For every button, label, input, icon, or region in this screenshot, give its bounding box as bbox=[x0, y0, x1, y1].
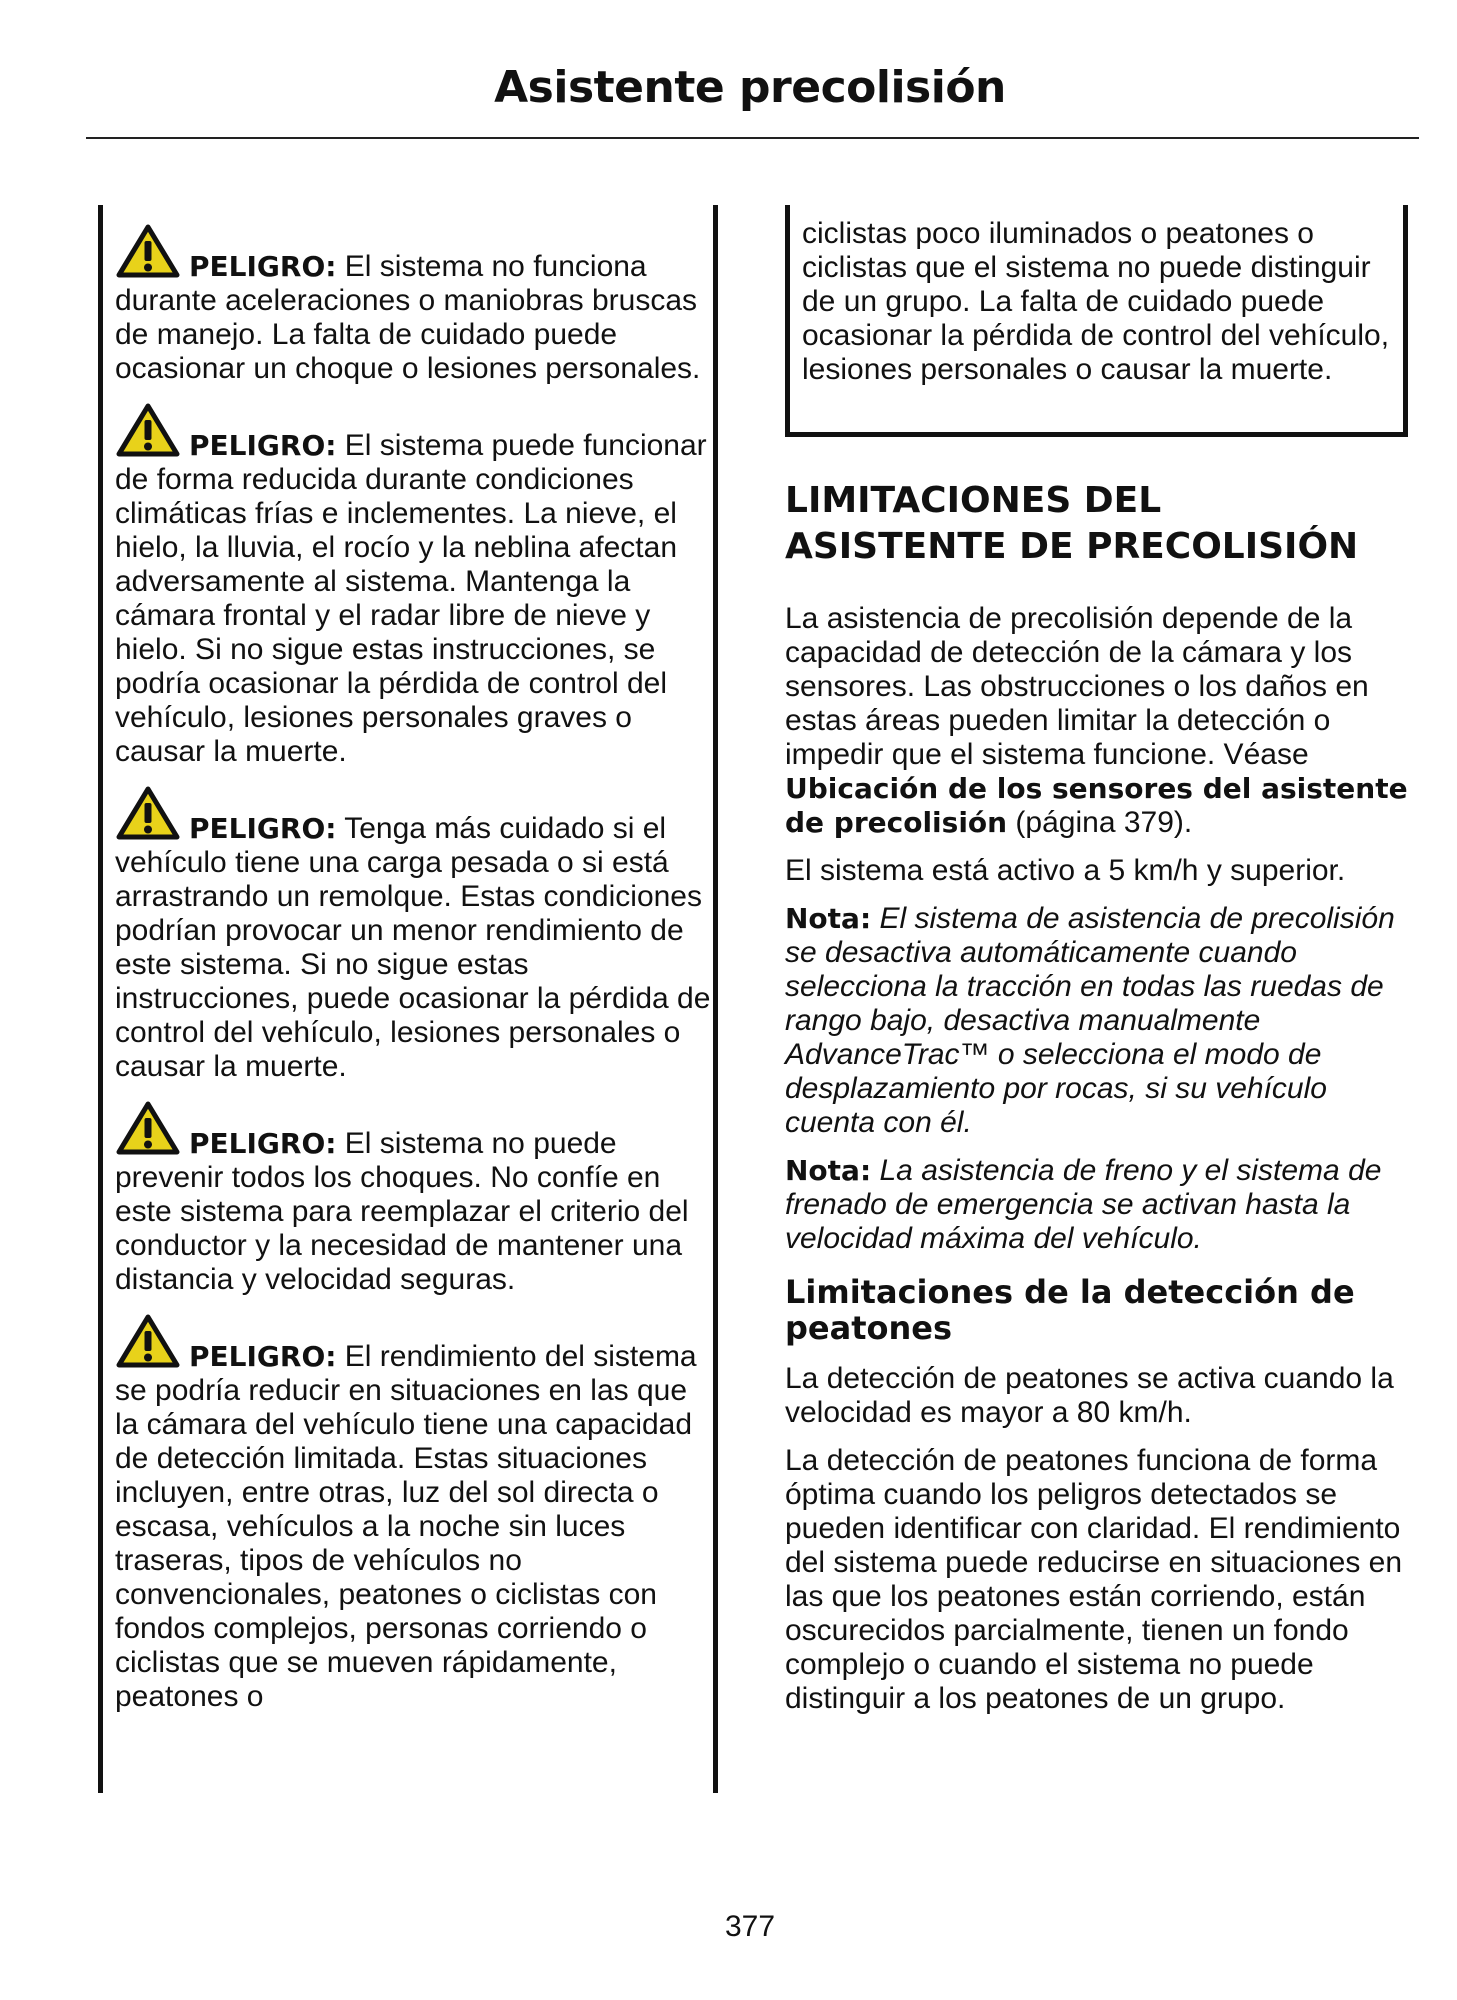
warning-triangle-icon bbox=[115, 223, 181, 279]
warning-triangle-icon bbox=[115, 1100, 181, 1156]
section-heading-line1: LIMITACIONES DEL bbox=[785, 480, 1162, 521]
note bbox=[785, 902, 1410, 1140]
warning-item bbox=[115, 1313, 715, 1714]
warning-text: El sistema no funciona durante aceleraciones o maniobras bruscas de manejo. La falta de cuidado puede ocasionar un choque o lesiones personales. bbox=[115, 250, 701, 385]
warning-text: El rendimiento del sistema se podría reducir en situaciones en las que la cámara del vehículo tiene una capacidad de detección limitada. Estas situaciones incluyen, entre otras, luz del sol directa o escasa, vehículos a la noche sin luces traseras, tipos de vehículos no convencionales, peatones o ciclistas con fondos complejos, personas corriendo o ciclistas que se mueven rápidamente, peatones o bbox=[115, 1340, 697, 1713]
warning-triangle-icon bbox=[115, 1313, 181, 1369]
warning-label: PELIGRO: bbox=[189, 1340, 337, 1373]
note-text: La asistencia de freno y el sistema de frenado de emergencia se activan hasta la velocidad máxima del vehículo. bbox=[785, 1154, 1382, 1255]
paragraph: La detección de peatones funciona de forma óptima cuando los peligros detectados se pueden identificar con claridad. El rendimiento del sistema puede reducirse en situaciones en las que los peatones están corriendo, están oscurecidos parcialmente, tienen un fondo complejo o cuando el sistema no puede distinguir a los peatones de un grupo. bbox=[785, 1444, 1403, 1715]
warning-text: El sistema no puede prevenir todos los choques. No confíe en este sistema para reemplazar el criterio del conductor y la necesidad de mantener una distancia y velocidad seguras. bbox=[115, 1127, 689, 1296]
page-number: 377 bbox=[724, 1910, 776, 1943]
paragraph: El sistema está activo a 5 km/h y superior. bbox=[785, 854, 1346, 887]
warning-box bbox=[98, 205, 718, 1793]
warning-label: PELIGRO: bbox=[189, 250, 337, 283]
subsection-heading: Limitaciones de la detección de peatones bbox=[785, 1273, 1355, 1347]
warning-label: PELIGRO: bbox=[189, 1127, 337, 1160]
warning-item bbox=[115, 223, 715, 386]
warning-box-continued bbox=[785, 205, 1408, 437]
paragraph bbox=[785, 602, 1410, 840]
warning-item bbox=[115, 785, 715, 1084]
paragraph-text: La asistencia de precolisión depende de la capacidad de detección de la cámara y los sensores. Las obstrucciones o los daños en estas áreas pueden limitar la detección o impedir que el sistema funcione. Véase bbox=[785, 602, 1369, 771]
title-divider bbox=[86, 137, 1419, 139]
paragraph: La detección de peatones se activa cuando la velocidad es mayor a 80 km/h. bbox=[785, 1362, 1394, 1429]
section-heading-line2: ASISTENTE DE PRECOLISIÓN bbox=[785, 526, 1359, 567]
section-heading bbox=[785, 478, 1410, 570]
warning-label: PELIGRO: bbox=[189, 429, 337, 462]
warning-item bbox=[115, 402, 715, 769]
warning-text: El sistema puede funcionar de forma reducida durante condiciones climáticas frías e inclementes. La nieve, el hielo, la lluvia, el rocío y la neblina afectan adversamente al sistema. Mantenga la cámara frontal y el radar libre de nieve y hielo. Si no sigue estas instrucciones, se podría ocasionar la pérdida de control del vehículo, lesiones personales graves o causar la muerte. bbox=[115, 429, 707, 768]
page-reference: (página 379). bbox=[1007, 806, 1193, 839]
note-label: Nota: bbox=[785, 902, 872, 935]
warning-triangle-icon bbox=[115, 785, 181, 841]
warning-item bbox=[115, 1100, 715, 1297]
note bbox=[785, 1154, 1410, 1256]
limitations-section bbox=[785, 478, 1410, 1730]
warning-text: Tenga más cuidado si el vehículo tiene una carga pesada o si está arrastrando un remolque. Estas condiciones podrían provocar un menor rendimiento de este sistema. Si no sigue estas instrucciones, puede ocasionar la pérdida de control del vehículo, lesiones personales o causar la muerte. bbox=[115, 812, 711, 1083]
warning-label: PELIGRO: bbox=[189, 812, 337, 845]
page-title: Asistente precolisión bbox=[494, 62, 1006, 113]
note-text: El sistema de asistencia de precolisión se desactiva automáticamente cuando selecciona la tracción en todas las ruedas de rango bajo, desactiva manualmente AdvanceTrac™ o selecciona el modo de desplazamiento por rocas, si su vehículo cuenta con él. bbox=[785, 902, 1395, 1139]
cross-reference-link[interactable]: Ubicación de los sensores del asistente de precolisión bbox=[785, 772, 1408, 839]
note-label: Nota: bbox=[785, 1154, 872, 1187]
warning-continuation-text: ciclistas poco iluminados o peatones o ciclistas que el sistema no puede distinguir de un grupo. La falta de cuidado puede ocasionar la pérdida de control del vehículo, lesiones personales o causar la muerte. bbox=[802, 217, 1390, 386]
warning-triangle-icon bbox=[115, 402, 181, 458]
